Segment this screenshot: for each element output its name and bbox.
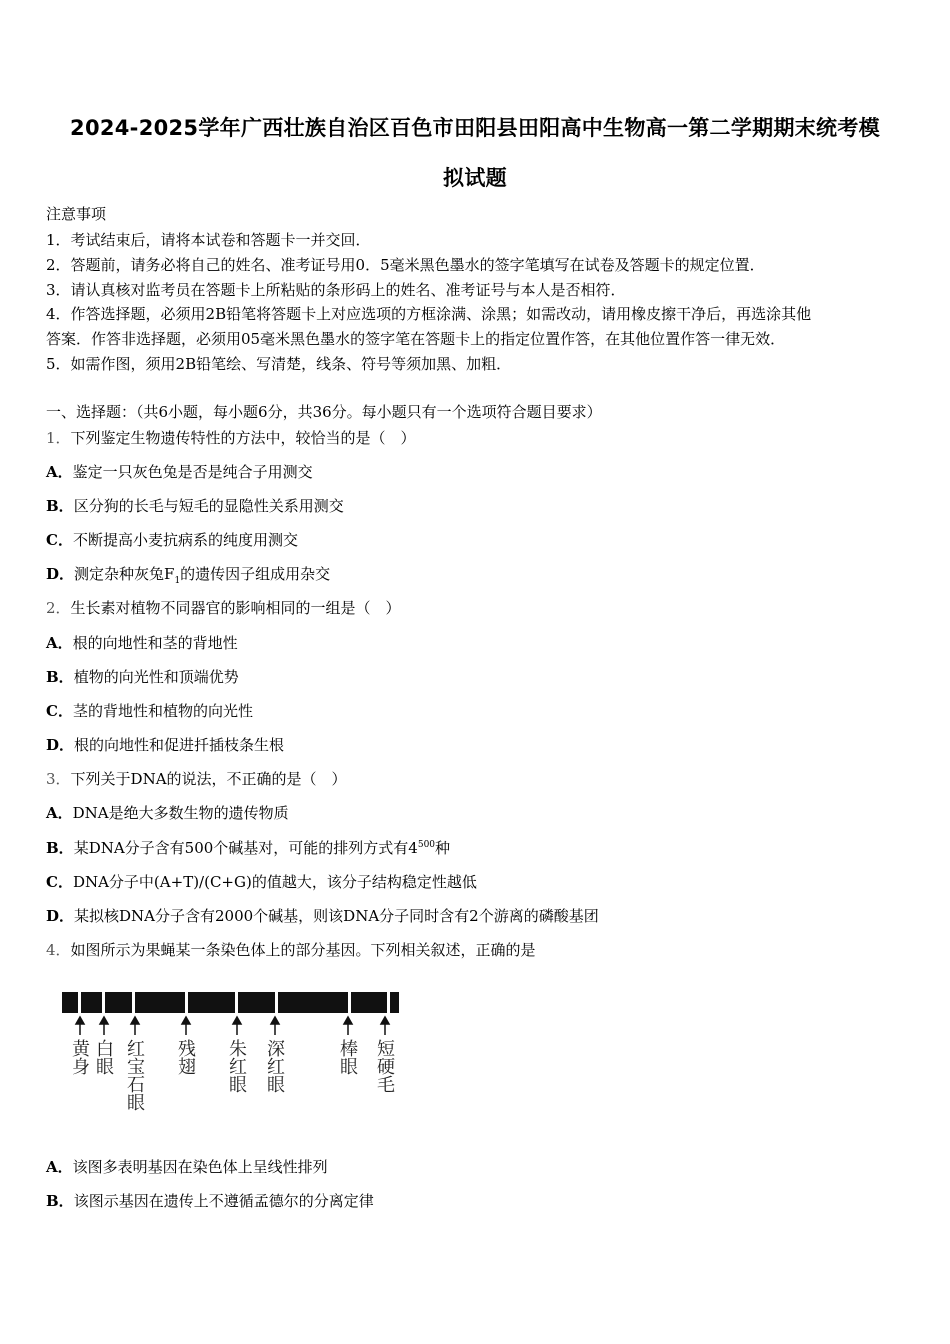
question-3 (46, 768, 347, 789)
gene-label-bar-eye: 棒眼 (337, 1039, 358, 1075)
option-letter: C． (46, 531, 73, 549)
option-text: 茎的背地性和植物的向光性 (72, 702, 253, 720)
option-3b (46, 837, 450, 858)
option-text: 某拟核DNA分子含有2000个碱基，则该DNA分子同时含有2个游离的磷酸基团 (74, 907, 599, 925)
question-number: 1． (46, 429, 71, 447)
gene-arrowhead (131, 1017, 139, 1024)
page-title-line2: 拟试题 (443, 166, 507, 190)
gene-arrowhead (381, 1017, 389, 1024)
option-letter: A． (46, 634, 73, 652)
question-2 (46, 597, 401, 618)
option-letter: B． (46, 1192, 74, 1210)
option-letter: A． (46, 1158, 73, 1176)
question-stem: 下列鉴定生物遗传特性的方法中，较恰当的是（ ） (70, 429, 416, 447)
gene-arrowhead (76, 1017, 84, 1024)
gene-arrows (62, 987, 402, 1037)
section-heading: 一、选择题：（共6小题，每小题6分，共36分。每小题只有一个选项符合题目要求） (46, 403, 602, 421)
option-1d (46, 563, 330, 586)
option-letter: D． (46, 736, 75, 754)
option-2d (46, 734, 284, 755)
gene-arrowhead (182, 1017, 190, 1024)
gene-label-white-eye: 白眼 (93, 1039, 114, 1075)
option-text: DNA分子中(A+T)/(C+G)的值越大，该分子结构稳定性越低 (72, 873, 477, 891)
option-letter: D． (46, 907, 75, 925)
option-text: 根的向地性和茎的背地性 (72, 634, 238, 652)
option-text: DNA是绝大多数生物的遗传物质 (72, 804, 289, 822)
gene-arrowhead (233, 1017, 241, 1024)
notice-item: 4．作答选择题，必须用2B铅笔将答题卡上对应选项的方框涂满、涂黑；如需改动，请用橡皮擦干净后，再选涂其他 (46, 305, 812, 323)
option-2a (46, 632, 238, 653)
question-stem: 下列关于DNA的说法，不正确的是（ ） (70, 770, 347, 788)
notice-item: 1．考试结束后，请将本试卷和答题卡一并交回． (46, 231, 371, 249)
option-letter: C． (46, 702, 73, 720)
question-number: 4． (46, 941, 71, 959)
option-letter: B． (46, 497, 74, 515)
notice-heading: 注意事项 (46, 205, 107, 223)
option-text: 的遗传因子组成用杂交 (180, 565, 331, 583)
option-text: 鉴定一只灰色兔是否是纯合子用测交 (72, 463, 313, 481)
option-3d (46, 905, 599, 926)
option-text: 某DNA分子含有500个碱基对，可能的排列方式有4 (73, 839, 418, 857)
option-text: 根的向地性和促进扦插枝条生根 (74, 736, 285, 754)
gene-label-yellow-body: 黄身 (69, 1039, 90, 1075)
option-subscript: 1 (174, 576, 181, 586)
question-number: 2． (46, 599, 71, 617)
gene-arrowhead (344, 1017, 352, 1024)
option-text: 该图多表明基因在染色体上呈线性排列 (72, 1158, 328, 1176)
gene-arrowhead (271, 1017, 279, 1024)
option-letter: C． (46, 873, 73, 891)
option-1c (46, 529, 298, 550)
gene-arrowhead (100, 1017, 108, 1024)
question-stem: 如图所示为果蝇某一条染色体上的部分基因。下列相关叙述，正确的是 (70, 941, 536, 959)
option-letter: A． (46, 804, 73, 822)
gene-label-vestigial-wing: 残翅 (175, 1039, 196, 1075)
notice-item: 2．答题前，请务必将自己的姓名、准考证号用0．5毫米黑色墨水的签字笔填写在试卷及答题卡的规定位置． (46, 256, 765, 274)
option-2b (46, 666, 239, 687)
question-number: 3． (46, 770, 71, 788)
option-letter: D． (46, 565, 75, 583)
gene-label-ruby-eye: 红宝石眼 (124, 1039, 145, 1111)
option-letter: A． (46, 463, 73, 481)
option-text: 该图示基因在遗传上不遵循孟德尔的分离定律 (73, 1192, 374, 1210)
notice-item: 5．如需作图，须用2B铅笔绘、写清楚，线条、符号等须加黑、加粗． (46, 355, 512, 373)
option-text: 不断提高小麦抗病系的纯度用测交 (72, 531, 298, 549)
option-text: 植物的向光性和顶端优势 (73, 668, 239, 686)
gene-label-vermilion-eye: 朱红眼 (226, 1039, 247, 1093)
option-4b (46, 1190, 374, 1211)
option-3a (46, 802, 289, 823)
option-letter: B． (46, 839, 74, 857)
option-1b (46, 495, 344, 516)
option-3c (46, 871, 477, 892)
question-4 (46, 939, 536, 960)
option-superscript: 500 (417, 840, 436, 850)
notice-item: 答案．作答非选择题，必须用05毫米黑色墨水的签字笔在答题卡上的指定位置作答，在其他位置作答一律无效． (46, 330, 786, 348)
option-4a (46, 1156, 328, 1177)
option-2c (46, 700, 253, 721)
notice-item: 3．请认真核对监考员在答题卡上所粘贴的条形码上的姓名、准考证号与本人是否相符． (46, 281, 626, 299)
page-title-line1: 2024-2025学年广西壮族自治区百色市田阳县田阳高中生物高一第二学期期末统考模 (70, 116, 880, 140)
option-letter: B． (46, 668, 74, 686)
option-1a (46, 461, 313, 482)
question-1 (46, 427, 416, 448)
option-text: 测定杂种灰兔F (74, 565, 175, 583)
option-text: 种 (435, 839, 451, 857)
question-stem: 生长素对植物不同器官的影响相同的一组是（ ） (70, 599, 401, 617)
gene-label-carmine-eye: 深红眼 (264, 1039, 285, 1093)
option-text: 区分狗的长毛与短毛的显隐性关系用测交 (73, 497, 344, 515)
chromosome-figure (62, 987, 402, 1132)
gene-label-stubble-bristle: 短硬毛 (374, 1039, 395, 1093)
